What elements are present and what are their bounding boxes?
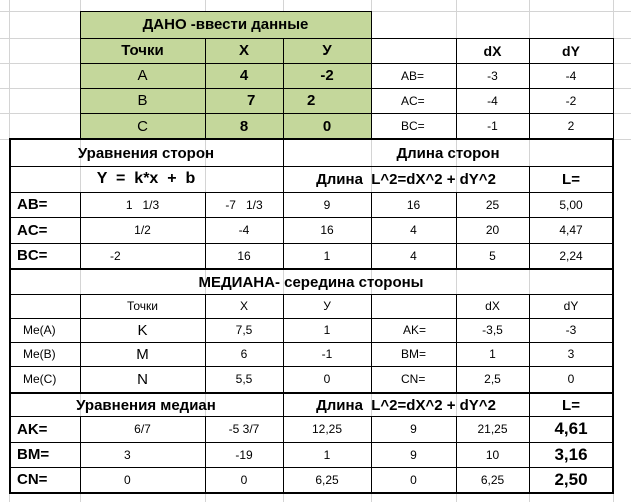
side-l-ab: 5,00 <box>559 197 583 212</box>
delta-dy-bc: 2 <box>567 119 575 133</box>
side-l2-ab: 25 <box>485 197 500 212</box>
median-y-k: 1 <box>323 323 331 337</box>
sides-eq-title: Уравнения сторон <box>77 144 215 162</box>
median-l-label: L= <box>562 396 580 414</box>
given-y-c[interactable]: 0 <box>322 117 332 135</box>
sides-eq-formula: Y = k*x + b <box>96 170 196 187</box>
side-k-ab: 1 1/3 <box>125 197 160 212</box>
median-dy-bm: 3 <box>567 347 575 361</box>
median-eq-label-bm: BM= <box>17 446 50 463</box>
delta-dx-ac: -4 <box>487 93 498 108</box>
given-col-y: У <box>322 42 332 59</box>
median-y-m: -1 <box>321 347 333 361</box>
median-eq-l-ak: 4,61 <box>554 419 588 438</box>
sides-len-formula: Длина L^2=dX^2 + dY^2 <box>316 170 496 188</box>
median-point-n: N <box>137 370 148 388</box>
delta-dy-ab: -4 <box>565 68 577 83</box>
median-eq-l2-ak: 21,25 <box>477 422 508 436</box>
median-title: МЕДИАНА- середина стороны <box>198 273 424 291</box>
median-eq-dy2-cn: 0 <box>410 472 417 487</box>
sides-l-label: L= <box>562 170 580 188</box>
median-eq-title: Уравнения медиан <box>76 396 216 414</box>
delta-dy-ac: -2 <box>565 93 577 108</box>
side-dx2-ab: 9 <box>323 197 331 212</box>
median-label-c: Me(C) <box>23 372 57 386</box>
side-b-ab: -7 1/3 <box>225 197 263 212</box>
median-eq-l-bm: 3,16 <box>554 444 588 464</box>
border <box>9 492 614 494</box>
given-point-b[interactable]: B <box>137 92 148 109</box>
delta-dx-bc: -1 <box>487 119 498 133</box>
side-k-bc: -2 <box>110 248 121 263</box>
median-eq-dx2-cn: 6,25 <box>315 472 339 487</box>
given-x-b[interactable]: 7 <box>247 92 256 109</box>
side-dy2-ac: 4 <box>410 223 417 237</box>
median-eq-dy2-ak: 9 <box>410 422 417 436</box>
median-label-a: Me(A) <box>23 323 56 337</box>
side-label-ac: AC= <box>17 221 48 239</box>
delta-label-ac: AC= <box>401 93 425 108</box>
median-eq-k-bm: 3 <box>124 447 131 462</box>
given-col-points: Точки <box>121 42 164 59</box>
side-l2-bc: 5 <box>489 248 496 263</box>
median-dy-cn: 0 <box>567 372 575 386</box>
delta-label-ab: AB= <box>401 68 425 83</box>
median-y-n: 0 <box>323 372 331 386</box>
delta-label-bc: BC= <box>401 119 425 133</box>
side-k-ac: 1/2 <box>134 223 151 237</box>
given-x-c[interactable]: 8 <box>239 117 249 135</box>
median-col-points: Точки <box>126 299 158 313</box>
median-seg-cn: CN= <box>401 372 426 386</box>
side-l-ac: 4,47 <box>559 223 583 237</box>
median-point-m: M <box>136 345 149 363</box>
side-dx2-bc: 1 <box>323 248 331 263</box>
median-len-formula: Длина L^2=dX^2 + dY^2 <box>316 396 496 414</box>
delta-dx-ab: -3 <box>487 68 498 83</box>
median-col-dx: dX <box>485 299 500 313</box>
border <box>613 38 614 139</box>
side-b-bc: 16 <box>237 248 251 263</box>
median-x-m: 6 <box>240 347 248 361</box>
median-eq-b-ak: -5 3/7 <box>228 422 260 436</box>
side-dy2-ab: 16 <box>406 197 421 212</box>
given-x-a[interactable]: 4 <box>239 67 249 84</box>
given-point-c[interactable]: C <box>137 117 148 135</box>
median-x-k: 7,5 <box>235 323 253 337</box>
median-eq-dy2-bm: 9 <box>410 447 417 462</box>
deltas-col-dx: dX <box>483 42 502 59</box>
median-col-y: У <box>323 299 331 313</box>
side-b-ac: -4 <box>238 223 250 237</box>
median-col-x: X <box>239 299 248 313</box>
median-label-b: Me(B) <box>23 347 56 361</box>
sides-len-title: Длина сторон <box>396 144 500 162</box>
median-seg-ak: AK= <box>403 323 427 337</box>
given-point-a[interactable]: A <box>137 67 148 84</box>
median-eq-label-cn: CN= <box>17 471 48 488</box>
deltas-col-dy: dY <box>562 42 580 59</box>
median-eq-k-cn: 0 <box>124 472 131 487</box>
side-dx2-ac: 16 <box>320 223 334 237</box>
median-eq-b-cn: 0 <box>240 472 248 487</box>
median-eq-l-cn: 2,50 <box>554 469 588 489</box>
median-eq-k-ak: 6/7 <box>134 422 151 436</box>
median-eq-label-ak: AK= <box>17 420 48 438</box>
median-eq-dx2-ak: 12,25 <box>311 422 343 436</box>
side-dy2-bc: 4 <box>410 248 417 263</box>
side-label-ab: AB= <box>17 196 48 213</box>
median-dx-ak: -3,5 <box>482 323 503 337</box>
median-eq-b-bm: -19 <box>235 447 253 462</box>
given-title: ДАНО -ввести данные <box>142 16 309 33</box>
median-x-n: 5,5 <box>235 372 253 386</box>
given-y-b[interactable]: 2 <box>307 92 316 109</box>
median-dx-bm: 1 <box>489 347 496 361</box>
median-dx-cn: 2,5 <box>484 372 501 386</box>
median-dy-ak: -3 <box>565 323 577 337</box>
median-eq-l2-cn: 6,25 <box>480 472 505 487</box>
side-label-bc: BC= <box>17 247 48 264</box>
median-seg-bm: BM= <box>401 347 427 361</box>
given-col-x: X <box>238 42 249 59</box>
median-eq-dx2-bm: 1 <box>323 447 331 462</box>
median-point-k: K <box>137 321 148 339</box>
median-col-dy: dY <box>563 299 579 313</box>
median-eq-l2-bm: 10 <box>485 447 500 462</box>
given-y-a[interactable]: -2 <box>320 67 334 84</box>
side-l-bc: 2,24 <box>559 248 583 263</box>
side-l2-ac: 20 <box>485 223 500 237</box>
